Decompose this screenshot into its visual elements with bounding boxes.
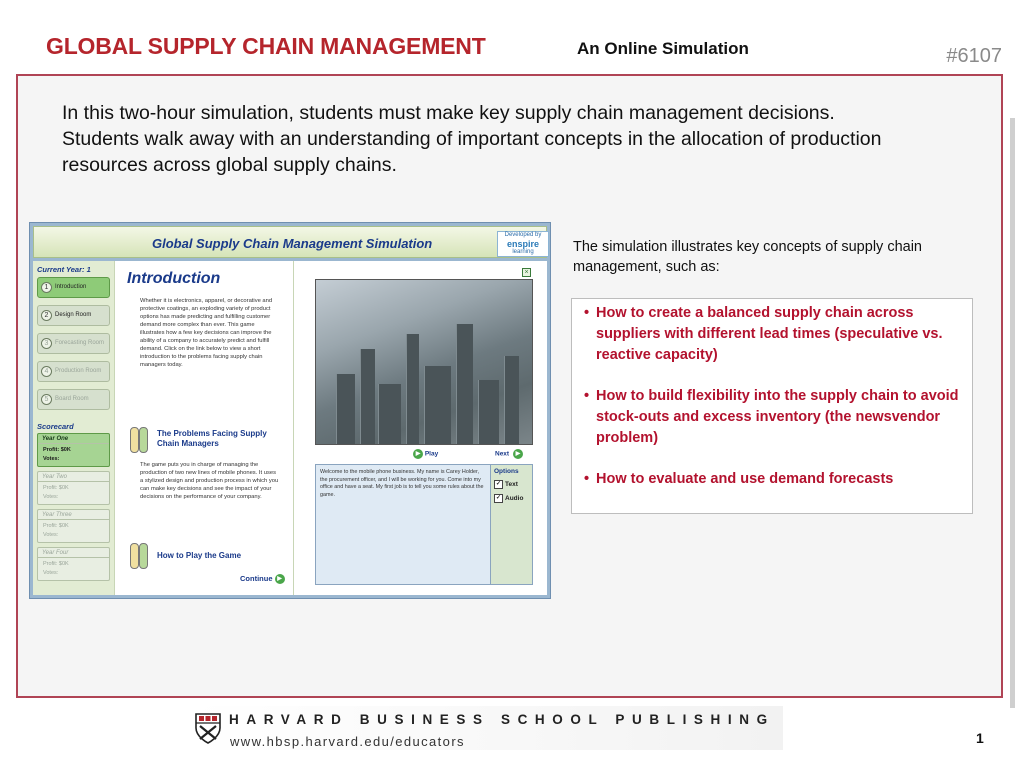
page-title: GLOBAL SUPPLY CHAIN MANAGEMENT	[46, 33, 486, 59]
audio-option-checkbox[interactable]	[494, 494, 529, 503]
enspire-logo	[497, 231, 549, 257]
year-profit: Profit: $0K	[43, 561, 69, 567]
publisher-name: HARVARD BUSINESS SCHOOL PUBLISHING	[229, 712, 775, 727]
list-item: • How to create a balanced supply chain across suppliers with different lead times (speculative vs. reactive capacity)	[584, 305, 943, 363]
year-profit: Profit: $0K	[43, 485, 69, 491]
footer	[193, 706, 783, 750]
play-arrow-icon: ▶	[275, 574, 285, 584]
logo-brand: enspire	[506, 239, 539, 249]
step-label: Introduction	[55, 284, 87, 290]
bullet-text: How to create a balanced supply chain across suppliers with different lead times (speculative vs. reactive capacity)	[596, 305, 943, 363]
play-button[interactable]	[411, 449, 438, 459]
step-number: 5	[41, 394, 52, 405]
scorecard-label: Scorecard	[37, 422, 74, 431]
year-votes: Votes:	[43, 532, 59, 538]
next-arrow-icon: ▶	[513, 449, 523, 459]
logo-sub: learning	[512, 249, 534, 255]
checkmark-icon: ✓	[495, 481, 502, 487]
year-votes: Votes:	[43, 570, 59, 576]
city-aerial-photo	[315, 279, 533, 445]
year-name: Year Four	[38, 548, 109, 558]
concepts-box	[571, 298, 973, 514]
logo-top: Developed by	[504, 232, 542, 238]
year-name: Year Two	[38, 472, 109, 482]
next-label: Next	[495, 450, 510, 458]
checkmark-icon: ✓	[495, 495, 502, 501]
year-votes: Votes:	[43, 456, 60, 462]
sim-media-panel	[295, 261, 547, 595]
step-introduction[interactable]	[37, 277, 110, 298]
how-to-play-link[interactable]: How to Play the Game	[157, 551, 242, 560]
scorecard-year-one	[37, 433, 110, 467]
page-number: 1	[976, 730, 984, 746]
scorecard-year-three	[37, 509, 110, 543]
audio-option-label: Audio	[505, 495, 524, 503]
year-name: Year Three	[38, 510, 109, 520]
close-icon[interactable]: ×	[522, 268, 531, 277]
concepts-list	[572, 299, 972, 490]
game-body: The game puts you in charge of managing the production of two new lines of mobile phones. It uses a stylized design and production process in which you can make key decisions and see the impact of your decisions on the performance of your company.	[140, 462, 279, 500]
step-number: 3	[41, 338, 52, 349]
bullet-text: How to build flexibility into the supply chain to avoid stock-outs and excess inventory (the newsvendor problem)	[596, 388, 959, 446]
step-design-room[interactable]	[37, 305, 110, 326]
continue-label: Continue	[240, 574, 273, 583]
play-label: Play	[424, 450, 439, 458]
next-button[interactable]	[495, 449, 523, 459]
step-label: Board Room	[55, 396, 89, 402]
scorecard-year-four	[37, 547, 110, 581]
step-number: 4	[41, 366, 52, 377]
step-production-room[interactable]	[37, 361, 110, 382]
step-forecasting-room[interactable]	[37, 333, 110, 354]
text-option-label: Text	[505, 481, 518, 489]
continue-button[interactable]	[240, 574, 285, 584]
sim-title: Global Supply Chain Management Simulation	[152, 236, 433, 251]
frame-shadow	[1010, 118, 1015, 708]
step-number: 1	[41, 282, 52, 293]
current-year: Current Year: 1	[37, 265, 91, 274]
step-number: 2	[41, 310, 52, 321]
page-subtitle: An Online Simulation	[577, 39, 749, 58]
intro-body: Whether it is electronics, apparel, or decorative and protective coatings, an exploding variety of product options has made predicting and fulfilling customer demand more complex than ever. This game illustrates how a few key decisions can improve the ability of a company to accurately predict and fulfill demand. Click on the link below to view a short introduction to the problems facing supply chain managers today.	[140, 298, 273, 368]
options-label: Options	[494, 468, 519, 475]
step-label: Forecasting Room	[55, 340, 105, 346]
intro-heading: Introduction	[127, 270, 221, 287]
year-name: Year One	[38, 434, 109, 444]
caption-text: The simulation illustrates key concepts of supply chain management, such as:	[573, 239, 922, 275]
sim-intro-panel	[116, 261, 294, 595]
speaker-icon	[129, 543, 151, 571]
sim-sidebar	[33, 261, 115, 595]
text-option-checkbox[interactable]	[494, 480, 529, 489]
step-label: Design Room	[55, 312, 92, 318]
sim-body	[33, 261, 547, 595]
step-board-room[interactable]	[37, 389, 110, 410]
year-profit: Profit: $0K	[43, 447, 71, 453]
step-label: Production Room	[55, 368, 102, 374]
dialog-text: Welcome to the mobile phone business. My name is Carey Holder, the procurement officer, and I will be working for you. Come into my office and have a seat. My first job is to tell you some rules about the game.	[315, 464, 491, 585]
publisher-url: www.hbsp.harvard.edu/educators	[230, 734, 465, 749]
intro-paragraph: In this two-hour simulation, students must make key supply chain management decisions. Students walk away with an understanding of important concepts in the allocation of production resources across global supply chains.	[62, 102, 882, 176]
list-item: • How to evaluate and use demand forecasts	[584, 471, 894, 487]
simulation-screenshot	[29, 222, 551, 599]
speaker-icon	[129, 427, 151, 455]
sim-header	[33, 226, 547, 258]
case-number: #6107	[946, 45, 1002, 67]
year-votes: Votes:	[43, 494, 59, 500]
bullet-text: How to evaluate and use demand forecasts	[596, 471, 894, 487]
harvard-shield-icon	[195, 712, 221, 744]
year-profit: Profit: $0K	[43, 523, 69, 529]
list-item: • How to build flexibility into the supply chain to avoid stock-outs and excess inventory (the newsvendor problem)	[584, 388, 959, 446]
play-icon: ▶	[413, 449, 423, 459]
scorecard-year-two	[37, 471, 110, 505]
media-controls	[315, 449, 533, 461]
options-panel	[491, 464, 533, 585]
problems-link[interactable]: The Problems Facing Supply Chain Managers	[157, 429, 267, 448]
